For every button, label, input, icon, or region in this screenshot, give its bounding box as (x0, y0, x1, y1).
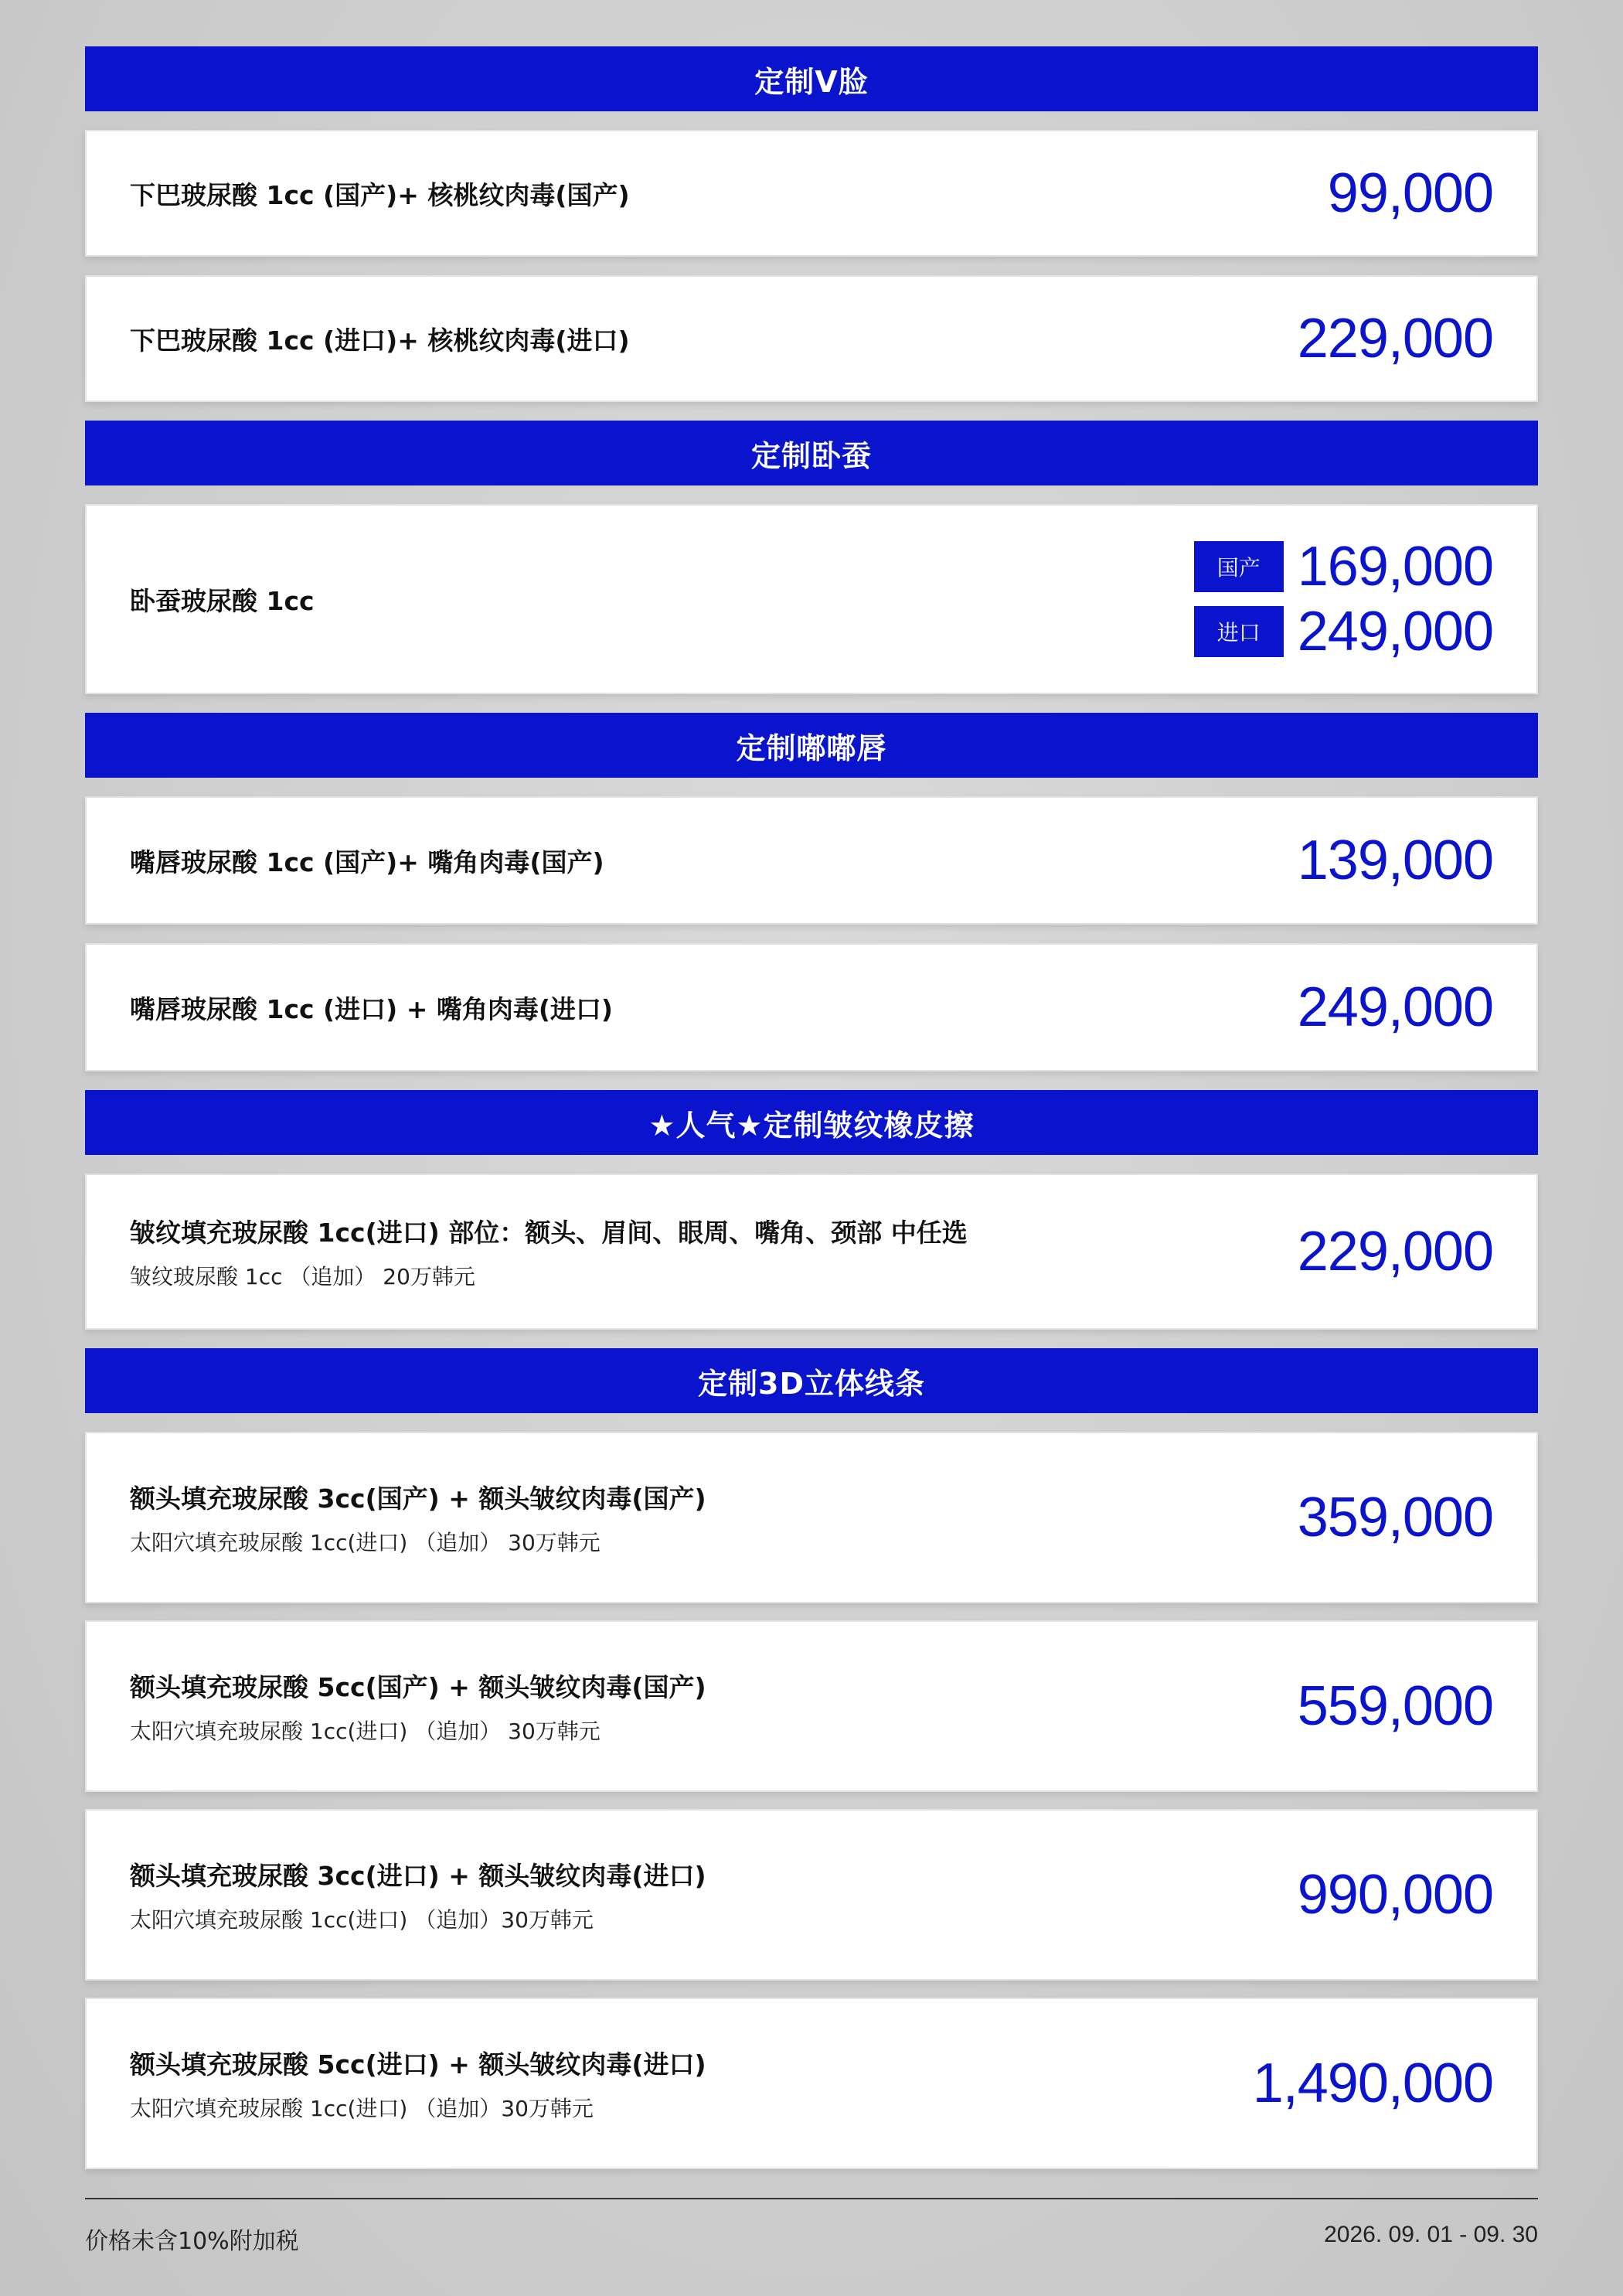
item-price: 139,000 (1297, 829, 1493, 891)
price-card[interactable] (85, 1809, 1538, 1981)
section-header-label: 定制卧蚕 (750, 438, 872, 473)
item-addon: 太阳穴填充玻尿酸 1cc(进口) （追加）30万韩元 (130, 2095, 594, 2121)
section-header-label: ★人气★定制皱纹橡皮擦 (648, 1108, 975, 1143)
item-title: 额头填充玻尿酸 3cc(国产) + 额头皱纹肉毒(国产) (130, 1483, 706, 1514)
promo-period: 2026. 09. 01 - 09. 30 (1324, 2222, 1538, 2247)
origin-tag: 进口 (1194, 606, 1284, 657)
price-card[interactable] (85, 1432, 1538, 1603)
item-title: 皱纹填充玻尿酸 1cc(进口) 部位：额头、眉间、眼周、嘴角、颈部 中任选 (130, 1217, 968, 1248)
section-header-v-face (85, 46, 1538, 111)
item-price: 990,000 (1297, 1864, 1493, 1926)
section-header-wrinkles (85, 1090, 1538, 1155)
item-title: 嘴唇玻尿酸 1cc (进口) + 嘴角肉毒(进口) (130, 993, 614, 1024)
price-card[interactable] (85, 943, 1538, 1071)
price-card[interactable] (85, 1620, 1538, 1792)
item-title: 卧蚕玻尿酸 1cc (130, 585, 315, 616)
price-card[interactable] (85, 504, 1538, 694)
item-title: 嘴唇玻尿酸 1cc (国产)+ 嘴角肉毒(国产) (130, 847, 604, 877)
price-card[interactable] (85, 796, 1538, 925)
item-title: 下巴玻尿酸 1cc (进口)+ 核桃纹肉毒(进口) (130, 325, 630, 356)
item-price: 1,490,000 (1252, 2052, 1493, 2114)
item-title: 额头填充玻尿酸 3cc(进口) + 额头皱纹肉毒(进口) (130, 1860, 706, 1891)
item-addon: 皱纹玻尿酸 1cc （追加） 20万韩元 (130, 1263, 475, 1289)
section-header-lips (85, 713, 1538, 778)
item-price: 559,000 (1297, 1675, 1493, 1737)
section-header-3d-lines (85, 1348, 1538, 1413)
price-option-imported (1194, 601, 1493, 663)
section-header-eye-bags (85, 421, 1538, 485)
price-card[interactable] (85, 1998, 1538, 2169)
item-price: 249,000 (1297, 601, 1493, 663)
tax-note: 价格未含10%附加税 (85, 2228, 299, 2255)
price-options (1194, 506, 1493, 693)
item-price: 169,000 (1297, 536, 1493, 598)
price-card[interactable] (85, 1174, 1538, 1330)
item-addon: 太阳穴填充玻尿酸 1cc(进口) （追加）30万韩元 (130, 1906, 594, 1933)
item-title: 额头填充玻尿酸 5cc(进口) + 额头皱纹肉毒(进口) (130, 2049, 706, 2080)
item-addon: 太阳穴填充玻尿酸 1cc(进口) （追加） 30万韩元 (130, 1529, 601, 1555)
price-card[interactable] (85, 275, 1538, 402)
section-header-label: 定制3D立体线条 (698, 1366, 925, 1401)
item-price: 359,000 (1297, 1487, 1493, 1548)
price-card[interactable] (85, 130, 1538, 257)
footer-divider (85, 2198, 1538, 2199)
origin-tag: 国产 (1194, 541, 1284, 592)
item-price: 229,000 (1297, 308, 1493, 370)
section-header-label: 定制V脸 (754, 64, 869, 99)
item-addon: 太阳穴填充玻尿酸 1cc(进口) （追加） 30万韩元 (130, 1718, 601, 1744)
item-price: 99,000 (1327, 162, 1493, 224)
section-header-label: 定制嘟嘟唇 (736, 731, 887, 765)
item-price: 229,000 (1297, 1221, 1493, 1283)
item-price: 249,000 (1297, 976, 1493, 1038)
item-title: 额头填充玻尿酸 5cc(国产) + 额头皱纹肉毒(国产) (130, 1671, 706, 1702)
item-title: 下巴玻尿酸 1cc (国产)+ 核桃纹肉毒(国产) (130, 179, 630, 210)
price-option-domestic (1194, 536, 1493, 598)
